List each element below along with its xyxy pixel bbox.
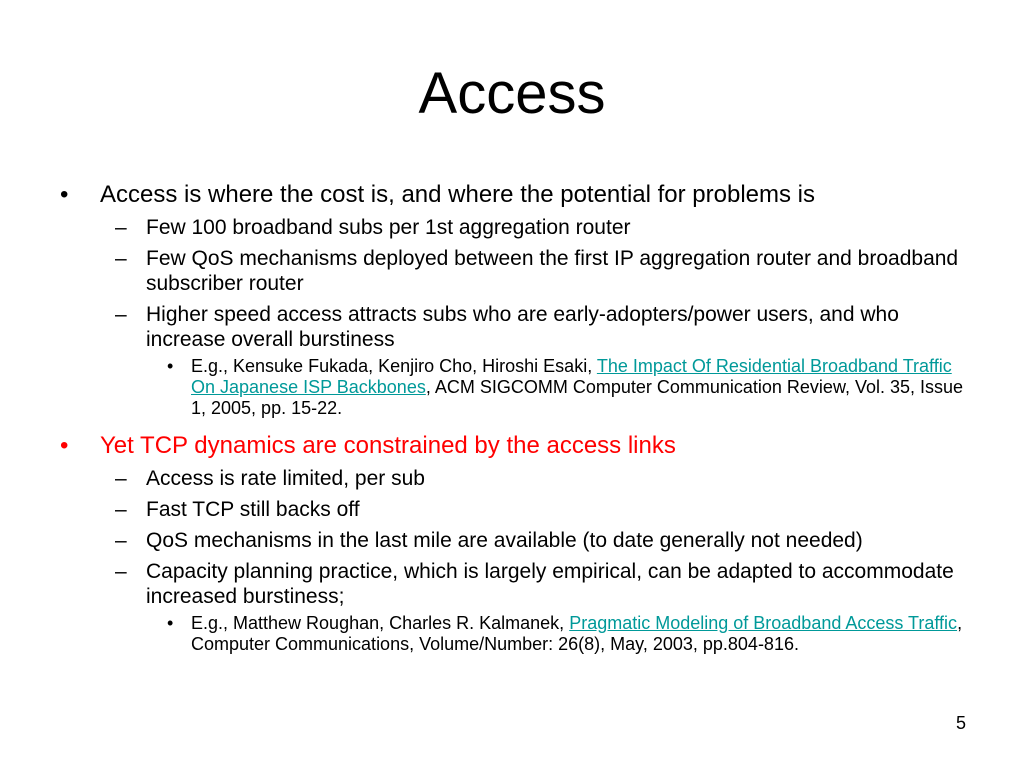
sub-bullet-text: Access is rate limited, per sub <box>146 467 425 490</box>
bullet-marker: • <box>167 356 174 376</box>
sub-bullet <box>60 215 970 240</box>
sub-bullet <box>60 528 970 553</box>
dash-marker: – <box>115 560 127 583</box>
sub-bullet <box>60 559 970 609</box>
reference-item <box>60 356 970 419</box>
reference-suffix: , ACM SIGCOMM Computer Communication Review, Vol. 35, Issue 1, 2005, pp. 15-22. <box>191 377 964 418</box>
bullet-tcp-dynamics <box>60 431 970 460</box>
sub-bullet-text: QoS mechanisms in the last mile are available (to date generally not needed) <box>146 529 863 552</box>
bullet-marker: • <box>60 432 69 459</box>
reference-link[interactable]: Pragmatic Modeling of Broadband Access Traffic <box>569 613 958 633</box>
dash-marker: – <box>115 303 127 326</box>
dash-marker: – <box>115 247 127 270</box>
bullet-text: Yet TCP dynamics are constrained by the access links <box>100 432 676 459</box>
sub-bullet-text: Few 100 broadband subs per 1st aggregation router <box>146 216 631 239</box>
sub-bullet <box>60 246 970 296</box>
bullet-text: Access is where the cost is, and where the potential for problems is <box>100 181 816 208</box>
bullet-access-cost <box>60 180 970 209</box>
dash-marker: – <box>115 467 127 490</box>
sub-bullet <box>60 302 970 352</box>
slide-title: Access <box>418 61 606 126</box>
dash-marker: – <box>115 498 127 521</box>
sub-bullet <box>60 497 970 522</box>
reference-item <box>60 613 970 655</box>
dash-marker: – <box>115 216 127 239</box>
dash-marker: – <box>115 529 127 552</box>
reference-prefix: E.g., Matthew Roughan, Charles R. Kalmanek, <box>191 613 570 633</box>
sub-bullet-text: Few QoS mechanisms deployed between the first IP aggregation router and broadband subscriber router <box>146 247 959 295</box>
sub-bullet-text: Capacity planning practice, which is largely empirical, can be adapted to accommodate increased burstiness; <box>146 560 954 608</box>
bullet-marker: • <box>60 181 69 208</box>
slide-content <box>60 180 970 655</box>
reference-prefix: E.g., Kensuke Fukada, Kenjiro Cho, Hiroshi Esaki, <box>191 356 597 376</box>
page-number: 5 <box>955 713 966 733</box>
sub-bullet-text: Higher speed access attracts subs who are early-adopters/power users, and who increase overall burstiness <box>146 303 899 351</box>
reference-suffix: , Computer Communications, Volume/Number: 26(8), May, 2003, pp.804-816. <box>191 613 963 654</box>
reference-link[interactable]: The Impact Of Residential Broadband Traffic On Japanese ISP Backbones <box>191 356 952 397</box>
bullet-marker: • <box>167 613 174 633</box>
sub-bullet-text: Fast TCP still backs off <box>146 498 360 521</box>
sub-bullet <box>60 466 970 491</box>
